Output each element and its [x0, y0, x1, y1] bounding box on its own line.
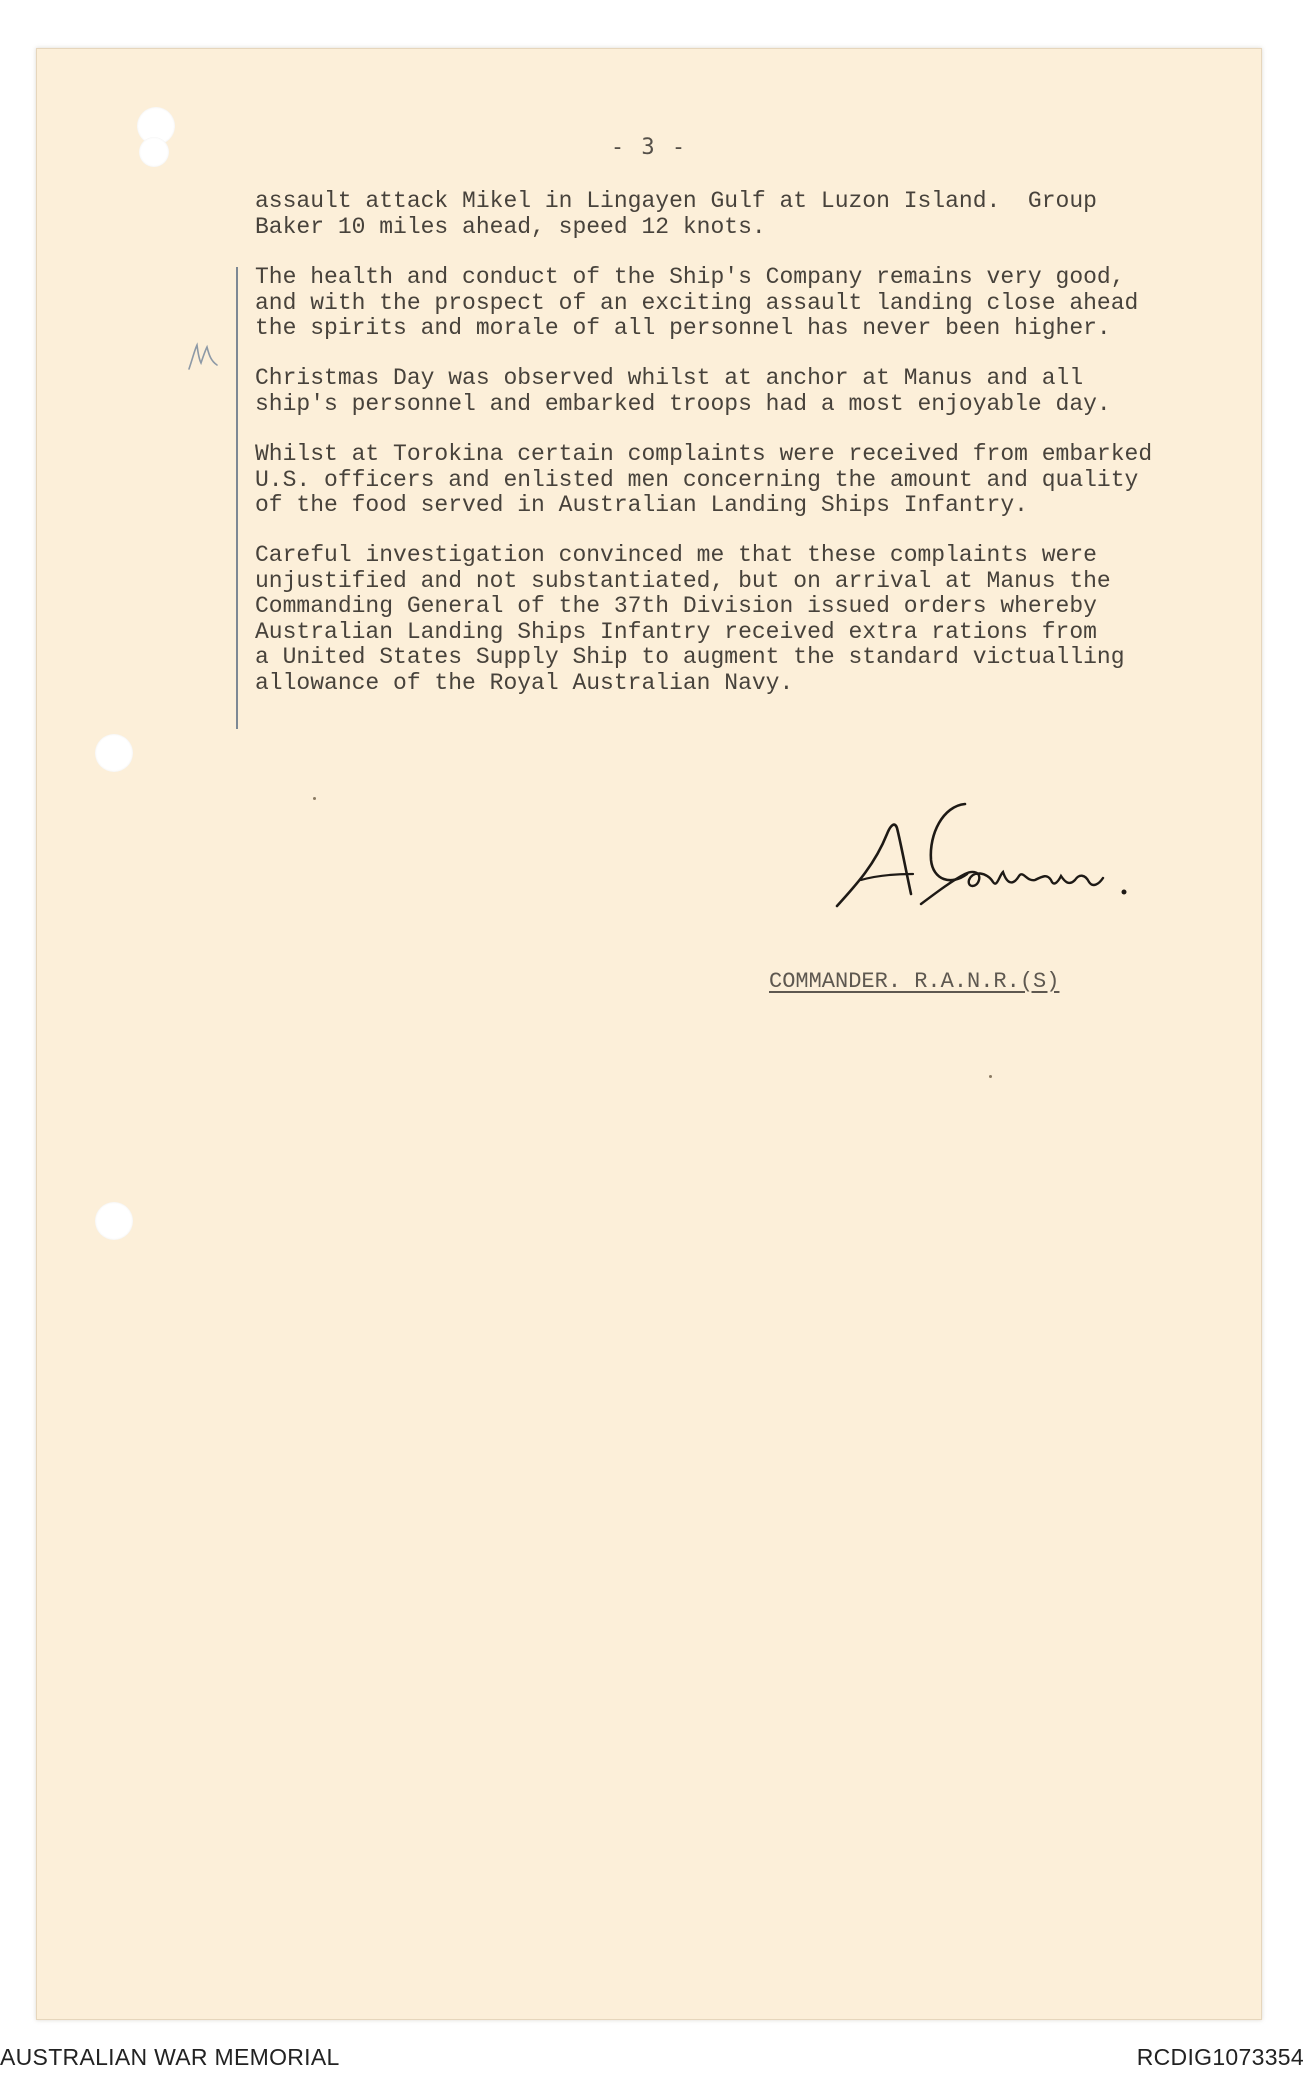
text-line: unjustified and not substantiated, but on arrival at Manus the	[255, 567, 1111, 594]
punch-hole-middle	[95, 734, 133, 772]
paragraph	[255, 265, 1138, 342]
paragraph	[255, 543, 1125, 696]
text-line: The health and conduct of the Ship's Company remains very good,	[255, 264, 1125, 290]
signatory-rank: COMMANDER. R.A.N.R.(S)	[769, 969, 1060, 994]
text-line: ship's personnel and embarked troops had a most enjoyable day.	[255, 390, 1111, 417]
text-line: Whilst at Torokina certain complaints were received from embarked	[255, 441, 1153, 467]
text-line: and with the prospect of an exciting assault landing close ahead	[255, 289, 1139, 316]
punch-hole-lower	[95, 1202, 133, 1240]
page-number: - 3 -	[610, 135, 688, 160]
footer-archive-name: AUSTRALIAN WAR MEMORIAL	[0, 2044, 340, 2070]
document-sheet	[36, 48, 1262, 2020]
handwritten-signature	[817, 794, 1157, 939]
text-line: a United States Supply Ship to augment the standard victualling	[255, 644, 1125, 670]
paper-speck	[313, 797, 316, 800]
text-line: Australian Landing Ships Infantry received extra rations from	[255, 618, 1097, 645]
text-line: assault attack Mikel in Lingayen Gulf at Luzon Island. Group	[255, 188, 1097, 214]
text-line: allowance of the Royal Australian Navy.	[255, 669, 794, 696]
paper-speck	[989, 1075, 992, 1078]
text-line: the spirits and morale of all personnel has never been higher.	[255, 315, 1111, 341]
footer-record-id: RCDIG1073354	[1136, 2044, 1304, 2070]
paragraph	[255, 442, 1152, 519]
paragraph	[255, 189, 1097, 240]
text-line: Christmas Day was observed whilst at anchor at Manus and all	[255, 365, 1084, 391]
text-line: Careful investigation convinced me that these complaints were	[255, 542, 1097, 568]
text-line: Commanding General of the 37th Division issued orders whereby	[255, 593, 1097, 619]
margin-annotation-line	[236, 267, 238, 729]
text-line: of the food served in Australian Landing Ships Infantry.	[255, 492, 1028, 518]
text-line: Baker 10 miles ahead, speed 12 knots.	[255, 213, 766, 240]
paragraph	[255, 366, 1111, 417]
margin-initials-mark	[187, 339, 221, 375]
text-line: U.S. officers and enlisted men concerning the amount and quality	[255, 466, 1139, 493]
